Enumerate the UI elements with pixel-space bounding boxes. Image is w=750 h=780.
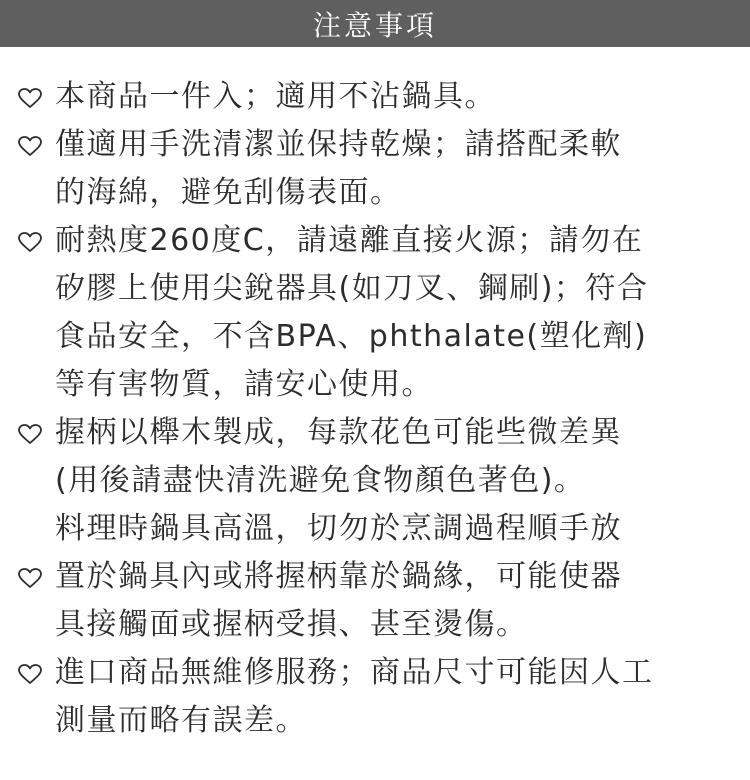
heart-outline-icon xyxy=(17,663,43,685)
notice-line: 進口商品無維修服務；商品尺寸可能因人工 xyxy=(55,655,654,690)
notice-item xyxy=(0,553,750,649)
heart-outline-icon xyxy=(17,567,43,589)
notice-line: 食品安全，不含BPA、phthalate(塑化劑) xyxy=(55,319,648,354)
notice-line: (用後請盡快清洗避免食物顏色著色)。 xyxy=(55,463,586,498)
notice-line: 的海綿，避免刮傷表面。 xyxy=(55,175,402,210)
notice-item xyxy=(0,649,750,745)
notice-line: 料理時鍋具高溫，切勿於烹調過程順手放 xyxy=(55,511,622,546)
notice-line: 耐熱度260度C，請遠離直接火源；請勿在 xyxy=(55,223,644,258)
notice-item xyxy=(0,121,750,217)
notice-title: 注意事項 xyxy=(312,8,437,42)
notice-item xyxy=(0,217,750,409)
notice-line: 本商品一件入；適用不沾鍋具。 xyxy=(55,79,496,114)
notice-header xyxy=(0,0,750,47)
notice-line: 握柄以櫸木製成，每款花色可能些微差異 xyxy=(55,415,622,450)
notice-line: 矽膠上使用尖銳器具(如刀叉、鋼刷)；符合 xyxy=(55,271,649,306)
notice-line: 具接觸面或握柄受損、甚至燙傷。 xyxy=(55,607,528,642)
heart-outline-icon xyxy=(17,231,43,253)
notice-line: 置於鍋具內或將握柄靠於鍋緣，可能使器 xyxy=(55,559,622,594)
notice-line: 等有害物質，請安心使用。 xyxy=(55,367,433,402)
heart-outline-icon xyxy=(17,135,43,157)
notice-item xyxy=(0,409,750,553)
heart-outline-icon xyxy=(17,87,43,109)
notice-item xyxy=(0,73,750,121)
notice-list xyxy=(0,73,750,745)
notice-line: 僅適用手洗清潔並保持乾燥；請搭配柔軟 xyxy=(55,127,622,162)
notice-line: 測量而略有誤差。 xyxy=(55,703,307,738)
heart-outline-icon xyxy=(17,423,43,445)
